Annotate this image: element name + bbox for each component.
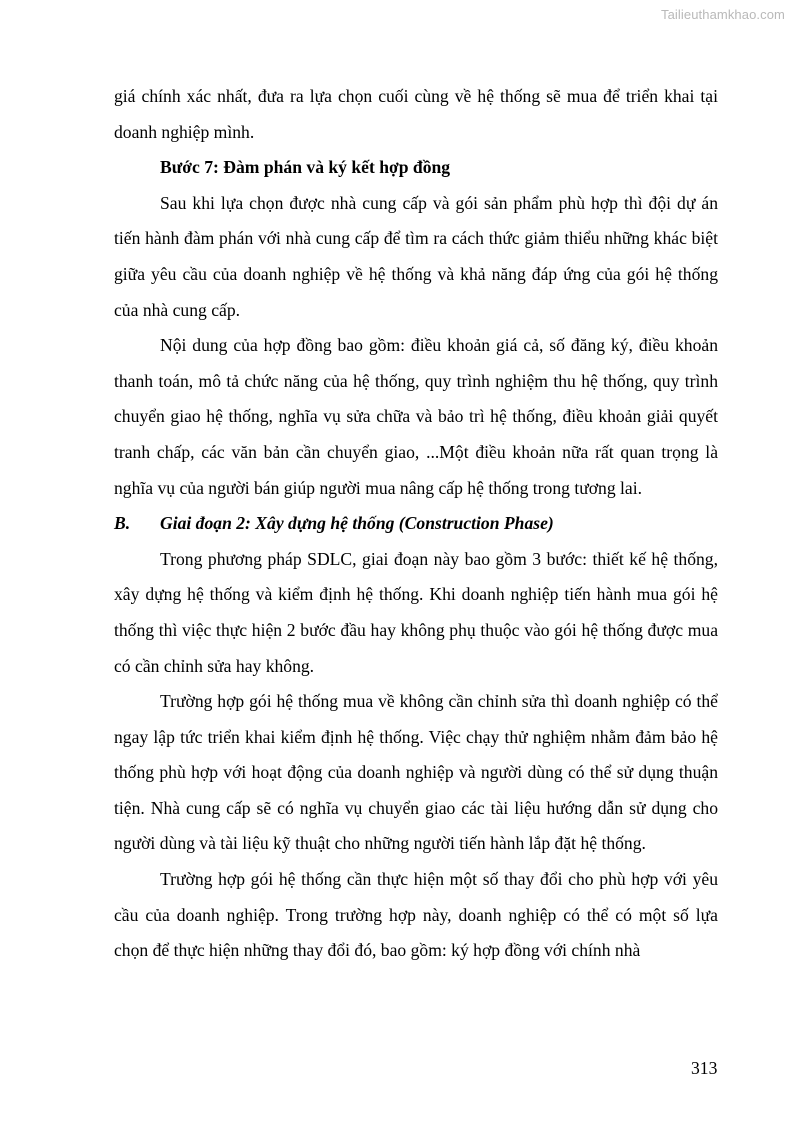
paragraph-sdlc: Trong phương pháp SDLC, giai đoạn này bao gồm 3 bước: thiết kế hệ thống, xây dựng hệ thống và kiểm định hệ thống. Khi doanh nghiệp tiến hành mua gói hệ thống thì việc thực hiện 2 bước đầu hay không phụ thuộc vào gói hệ thống được mua có cần chỉnh sửa hay không. — [114, 548, 718, 676]
document-body — [114, 79, 718, 969]
watermark-text: Tailieuthamkhao.com — [660, 7, 785, 22]
step-7-heading: Bước 7: Đàm phán và ký kết hợp đồng — [160, 157, 451, 178]
section-letter: B. — [114, 513, 131, 534]
paragraph-continuation: giá chính xác nhất, đưa ra lựa chọn cuối cùng về hệ thống sẽ mua để triển khai tại doanh nghiệp mình. — [114, 86, 718, 142]
paragraph-no-modification: Trường hợp gói hệ thống mua về không cần chỉnh sửa thì doanh nghiệp có thể ngay lập tức triển khai kiểm định hệ thống. Việc chạy thử nghiệm nhằm đảm bảo hệ thống phù hợp với hoạt động của doanh nghiệp và người dùng có thể sử dụng thuận tiện. Nhà cung cấp sẽ có nghĩa vụ chuyển giao các tài liệu hướng dẫn sử dụng cho người dùng và tài liệu kỹ thuật cho những người tiến hành lắp đặt hệ thống. — [114, 691, 718, 854]
page-number: 313 — [691, 1058, 718, 1078]
section-title: Giai đoạn 2: Xây dựng hệ thống (Construction Phase) — [160, 513, 554, 534]
paragraph-negotiation: Sau khi lựa chọn được nhà cung cấp và gói sản phẩm phù hợp thì đội dự án tiến hành đàm phán với nhà cung cấp để tìm ra cách thức giảm thiểu những khác biệt giữa yêu cầu của doanh nghiệp về hệ thống và khả năng đáp ứng của gói hệ thống của nhà cung cấp. — [114, 192, 718, 320]
paragraph-modification: Trường hợp gói hệ thống cần thực hiện một số thay đổi cho phù hợp với yêu cầu của doanh nghiệp. Trong trường hợp này, doanh nghiệp có thể có một số lựa chọn để thực hiện những thay đổi đó, bao gồm: ký hợp đồng với chính nhà — [114, 869, 718, 961]
paragraph-contract-content: Nội dung của hợp đồng bao gồm: điều khoản giá cả, số đăng ký, điều khoản thanh toán, mô tả chức năng của hệ thống, quy trình nghiệm thu hệ thống, quy trình chuyển giao hệ thống, nghĩa vụ sửa chữa và bảo trì hệ thống, điều khoản giải quyết tranh chấp, các văn bản cần chuyển giao, ...Một điều khoản nữa rất quan trọng là nghĩa vụ của người bán giúp người mua nâng cấp hệ thống trong tương lai. — [114, 335, 718, 498]
section-heading — [114, 506, 718, 542]
